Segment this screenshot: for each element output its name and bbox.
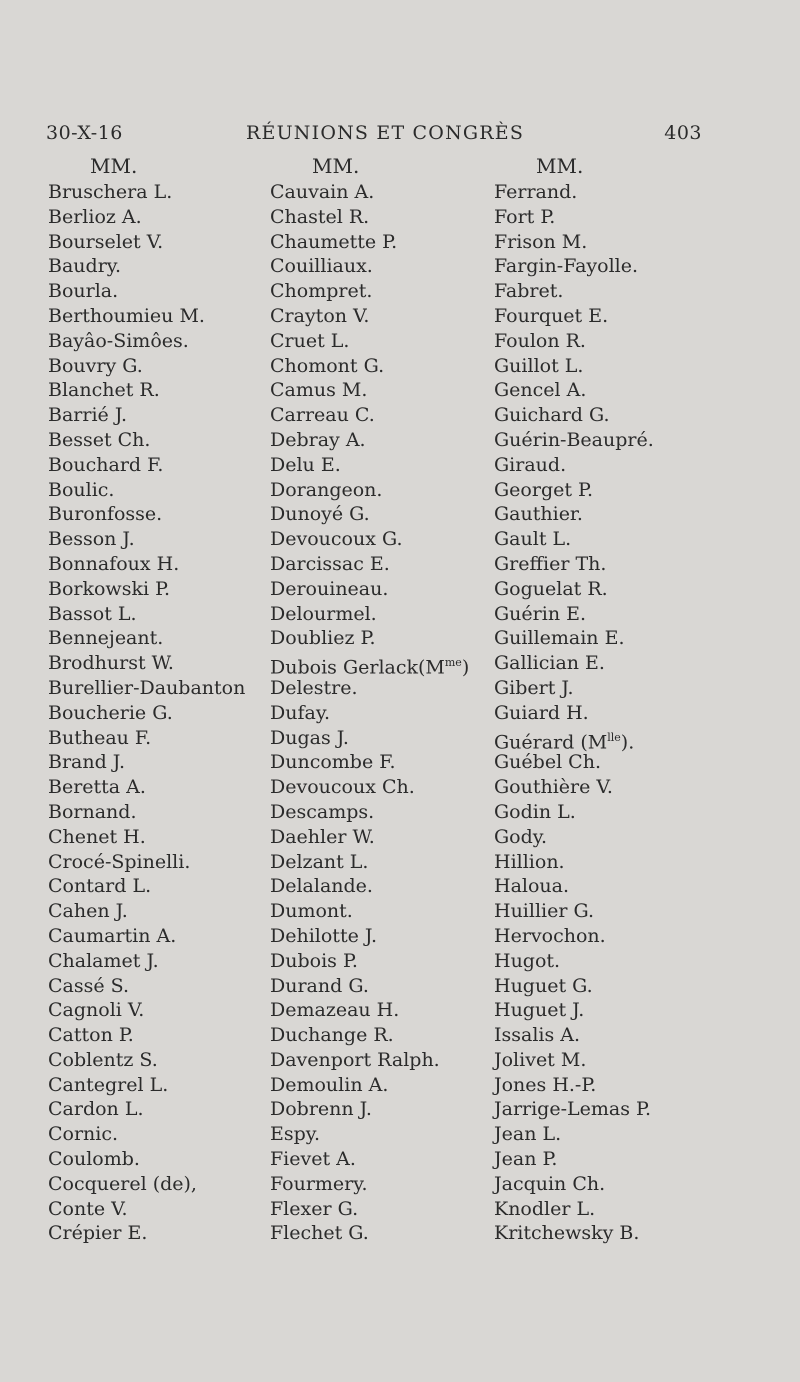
header-date: 30-X-16 [46,122,123,144]
name-entry: Delourmel. [270,602,377,625]
name-entry: Crocé-Spinelli. [48,850,191,873]
name-entry: Debray A. [270,428,366,451]
name-entry: Guillot L. [494,354,584,377]
name-entry: Bornand. [48,800,137,823]
name-entry: Dumont. [270,900,353,923]
name-entry: Cagnoli V. [48,999,145,1022]
name-entry: Espy. [270,1123,321,1146]
name-entry: Bruschera L. [48,181,173,203]
column-heading: MM. [312,154,360,178]
name-entry: Devoucoux Ch. [270,776,415,799]
name-entry: Flechet G. [270,1222,369,1245]
name-entry: Berlioz A. [48,205,142,228]
name-entry: Darcissac E. [270,552,390,575]
name-entry: Cauvain A. [270,181,375,203]
name-entry: Coblentz S. [48,1048,158,1071]
name-entry: Hervochon. [494,924,606,947]
name-entry: Dufay. [270,701,331,724]
name-entry: Contard L. [48,875,152,898]
column-heading: MM. [90,154,138,178]
name-entry: Gauthier. [494,503,583,526]
name-entry: Fort P. [494,205,556,228]
name-entry: Dubois $Gerlack(M^{me})$ [270,656,470,679]
name-entry: Kritchewsky B. [494,1222,640,1245]
name-entry: Brand J. [48,751,125,774]
name-entry: Delalande. [270,875,373,898]
column-heading: MM. [536,154,584,178]
name-entry: Bouvry G. [48,354,143,377]
name-entry: Issalis A. [494,1024,581,1047]
name-entry: Demoulin A. [270,1073,389,1096]
running-header [46,122,702,150]
name-entry: Blanchet R. [48,379,160,402]
name-entry: Guébel Ch. [494,751,601,774]
name-entry: Baudry. [48,255,122,278]
name-entry: Dorangeon. [270,478,383,501]
name-entry: Chaumette P. [270,230,398,253]
name-entry: Daehler W. [270,825,375,848]
name-entry: Devoucoux G. [270,528,403,551]
name-entry: Dunoyé G. [270,503,370,526]
name-entry: Chastel R. [270,205,370,228]
name-entry: Cocquerel (de), [48,1172,197,1195]
name-entry: Haloua. [494,875,570,898]
name-entry: Fourquet E. [494,304,609,327]
name-entry: Besson J. [48,528,135,551]
name-entry: Huguet G. [494,974,593,997]
name-entry: Guérard $(M^{lle})$. [494,730,635,753]
name-column-3 [494,152,704,1246]
name-entry: Coulomb. [48,1148,140,1171]
name-entry: Davenport Ralph. [270,1048,440,1071]
name-entry: Duncombe F. [270,751,396,774]
name-entry: Dubois P. [270,949,358,972]
name-entry: Knodler L. [494,1197,596,1220]
name-entry: Cardon L. [48,1098,144,1121]
name-entry: Dehilotte J. [270,924,378,947]
name-entry: Boucherie G. [48,701,173,724]
name-entry: Descamps. [270,800,375,823]
name-entry: Bourla. [48,280,119,303]
name-entry: Gencel A. [494,379,587,402]
name-entry: Dugas J. [270,726,349,749]
name-entry: Hillion. [494,850,565,873]
name-entry: Catton P. [48,1024,134,1047]
name-entry: Gallician E. [494,652,605,675]
name-entry: Borkowski P. [48,577,171,600]
name-entry: Besset Ch. [48,428,151,451]
name-list [270,180,485,1246]
name-entry: Fabret. [494,280,564,303]
name-entry: Ferrand. [494,181,578,203]
name-entry: Cruet L. [270,329,350,352]
name-entry: Jones H.-P. [494,1073,597,1096]
name-entry: Jolivet M. [494,1048,587,1071]
name-entry: Delu E. [270,453,341,476]
name-entry: Chomont G. [270,354,385,377]
name-entry: Fargin-Fayolle. [494,255,639,278]
header-title: RÉUNIONS ET CONGRÈS [246,122,525,144]
name-entry: Camus M. [270,379,368,402]
name-entry: Carreau C. [270,404,375,427]
name-entry: Frison M. [494,230,588,253]
name-column-2 [270,152,485,1246]
name-entry: Guillemain E. [494,627,625,650]
name-entry: Bourselet V. [48,230,164,253]
name-column-1 [48,152,258,1246]
name-entry: Fourmery. [270,1172,368,1195]
name-entry: Cantegrel L. [48,1073,169,1096]
name-entry: Durand G. [270,974,369,997]
name-entry: Fievet A. [270,1148,356,1171]
name-entry: Guiard H. [494,701,589,724]
name-entry: Gouthière V. [494,776,613,799]
name-entry: Jean L. [494,1123,562,1146]
name-entry: Hugot. [494,949,561,972]
name-entry: Delzant L. [270,850,369,873]
name-entry: Goguelat R. [494,577,608,600]
name-entry: Huguet J. [494,999,585,1022]
name-list [48,180,258,1246]
name-entry: Greffier Th. [494,552,607,575]
name-entry: Chalamet J. [48,949,159,972]
name-entry: Demazeau H. [270,999,400,1022]
name-entry: Berthoumieu M. [48,304,205,327]
name-entry: Butheau F. [48,726,152,749]
name-entry: Barrié J. [48,404,127,427]
name-entry: Cassé S. [48,974,130,997]
name-entry: Jean P. [494,1148,558,1171]
name-entry: Godin L. [494,800,576,823]
name-entry: Couilliaux. [270,255,373,278]
name-entry: Boulic. [48,478,115,501]
name-entry: Giraud. [494,453,567,476]
name-entry: Beretta A. [48,776,146,799]
name-entry: Bennejeant. [48,627,164,650]
name-list [494,180,704,1246]
page-number: 403 [664,122,702,144]
name-entry: Chompret. [270,280,373,303]
name-entry: Flexer G. [270,1197,359,1220]
name-entry: Dobrenn J. [270,1098,372,1121]
name-entry: Conte V. [48,1197,128,1220]
name-entry: Jacquin Ch. [494,1172,606,1195]
name-entry: Guérin-Beaupré. [494,428,654,451]
name-entry: Chenet H. [48,825,146,848]
name-entry: Bouchard F. [48,453,164,476]
name-entry: Bonnafoux H. [48,552,180,575]
name-entry: Caumartin A. [48,924,177,947]
name-entry: Duchange R. [270,1024,394,1047]
name-entry: Doubliez P. [270,627,376,650]
name-entry: Brodhurst W. [48,652,174,675]
name-entry: Crayton V. [270,304,370,327]
name-entry: Gault L. [494,528,572,551]
name-entry: Georget P. [494,478,593,501]
name-entry: Crépier E. [48,1222,148,1245]
name-entry: Bassot L. [48,602,137,625]
name-entry: Bayâo-Simôes. [48,329,189,352]
name-entry: Gibert J. [494,676,574,699]
name-entry: Guichard G. [494,404,610,427]
name-entry: Gody. [494,825,548,848]
name-entry: Delestre. [270,676,358,699]
name-entry: Cornic. [48,1123,119,1146]
name-entry: Derouineau. [270,577,389,600]
name-entry: Foulon R. [494,329,586,352]
name-entry: Cahen J. [48,900,128,923]
name-entry: Buronfosse. [48,503,163,526]
name-entry: Guérin E. [494,602,587,625]
name-entry: Jarrige-Lemas P. [494,1098,651,1121]
name-entry: Huillier G. [494,900,595,923]
name-entry: Burellier-Daubanton [48,676,246,699]
